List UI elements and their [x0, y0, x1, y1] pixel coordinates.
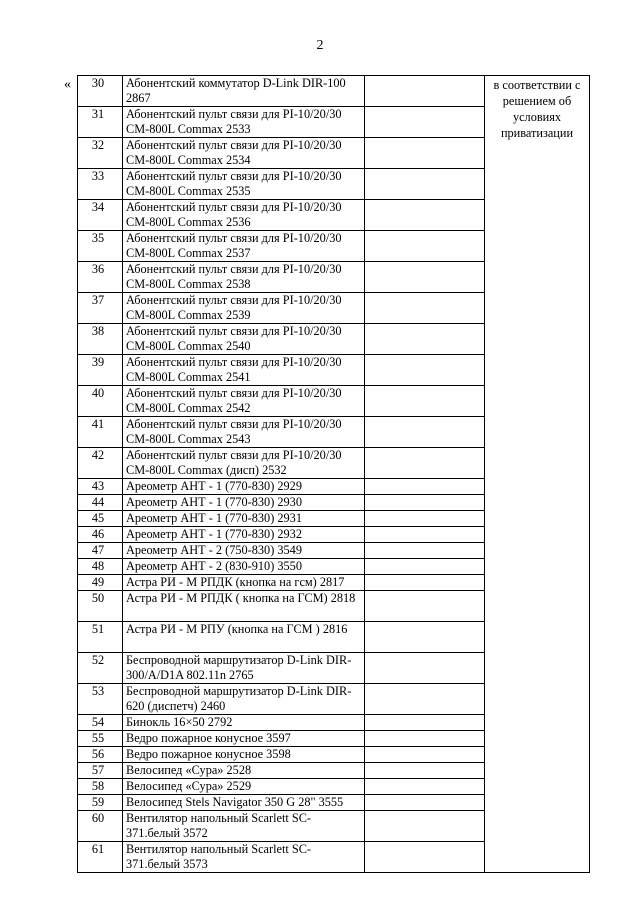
row-number: 40: [78, 386, 123, 417]
item-name: Абонентский пульт связи для PI-10/20/30 CM-800L Commax 2542: [123, 386, 365, 417]
empty-cell: [365, 495, 485, 511]
empty-cell: [365, 527, 485, 543]
empty-cell: [365, 559, 485, 575]
row-number: 48: [78, 559, 123, 575]
empty-cell: [365, 262, 485, 293]
row-number: 58: [78, 779, 123, 795]
row-number: 45: [78, 511, 123, 527]
row-number: 41: [78, 417, 123, 448]
empty-cell: [365, 811, 485, 842]
empty-cell: [365, 200, 485, 231]
item-name: Ареометр АНТ - 1 (770-830) 2930: [123, 495, 365, 511]
row-number: 44: [78, 495, 123, 511]
item-name: Ведро пожарное конусное 3597: [123, 731, 365, 747]
item-name: Велосипед Stels Navigator 350 G 28" 3555: [123, 795, 365, 811]
item-name: Ареометр АНТ - 1 (770-830) 2929: [123, 479, 365, 495]
row-number: 53: [78, 684, 123, 715]
empty-cell: [365, 386, 485, 417]
empty-cell: [365, 417, 485, 448]
item-name: Абонентский пульт связи для PI-10/20/30 CM-800L Commax 2535: [123, 169, 365, 200]
empty-cell: [365, 747, 485, 763]
row-number: 56: [78, 747, 123, 763]
empty-cell: [365, 591, 485, 622]
empty-cell: [365, 231, 485, 262]
row-number: 30: [78, 76, 123, 107]
privatization-note: в соответствии с решением об условиях приватизации: [485, 76, 590, 873]
empty-cell: [365, 763, 485, 779]
item-name: Абонентский пульт связи для PI-10/20/30 CM-800L Commax 2543: [123, 417, 365, 448]
row-number: 36: [78, 262, 123, 293]
row-number: 35: [78, 231, 123, 262]
empty-cell: [365, 448, 485, 479]
row-number: 32: [78, 138, 123, 169]
item-name: Велосипед «Сура» 2528: [123, 763, 365, 779]
empty-cell: [365, 842, 485, 873]
item-name: Абонентский пульт связи для PI-10/20/30 CM-800L Commax 2534: [123, 138, 365, 169]
row-number: 34: [78, 200, 123, 231]
item-name: Ареометр АНТ - 2 (750-830) 3549: [123, 543, 365, 559]
row-number: 37: [78, 293, 123, 324]
item-name: Абонентский коммутатор D-Link DIR-100 2867: [123, 76, 365, 107]
item-name: Абонентский пульт связи для PI-10/20/30 CM-800L Commax 2539: [123, 293, 365, 324]
item-name: Беспроводной маршрутизатор D-Link DIR-300/A/D1A 802.11n 2765: [123, 653, 365, 684]
item-name: Ведро пожарное конусное 3598: [123, 747, 365, 763]
empty-cell: [365, 138, 485, 169]
item-name: Астра РИ - М РПДК ( кнопка на ГСМ) 2818: [123, 591, 365, 622]
item-name: Беспроводной маршрутизатор D-Link DIR-620 (диспетч) 2460: [123, 684, 365, 715]
item-name: Ареометр АНТ - 1 (770-830) 2932: [123, 527, 365, 543]
row-number: 38: [78, 324, 123, 355]
item-name: Абонентский пульт связи для PI-10/20/30 CM-800L Commax 2538: [123, 262, 365, 293]
row-number: 57: [78, 763, 123, 779]
row-number: 51: [78, 622, 123, 653]
empty-cell: [365, 355, 485, 386]
row-number: 47: [78, 543, 123, 559]
page-number: 2: [316, 38, 324, 53]
item-name: Ареометр АНТ - 2 (830-910) 3550: [123, 559, 365, 575]
item-name: Вентилятор напольный Scarlett SC-371.белый 3572: [123, 811, 365, 842]
row-number: 33: [78, 169, 123, 200]
row-number: 39: [78, 355, 123, 386]
empty-cell: [365, 779, 485, 795]
item-name: Астра РИ - М РПУ (кнопка на ГСМ ) 2816: [123, 622, 365, 653]
empty-cell: [365, 511, 485, 527]
empty-cell: [365, 324, 485, 355]
empty-cell: [365, 622, 485, 653]
empty-cell: [365, 479, 485, 495]
empty-cell: [365, 575, 485, 591]
inventory-table-body: [78, 76, 590, 873]
item-name: Абонентский пульт связи для PI-10/20/30 CM-800L Commax (дисп) 2532: [123, 448, 365, 479]
empty-cell: [365, 543, 485, 559]
row-number: 50: [78, 591, 123, 622]
empty-cell: [365, 293, 485, 324]
item-name: Бинокль 16×50 2792: [123, 715, 365, 731]
item-name: Абонентский пульт связи для PI-10/20/30 CM-800L Commax 2541: [123, 355, 365, 386]
opening-quote-mark: «: [64, 77, 71, 92]
row-number: 55: [78, 731, 123, 747]
item-name: Астра РИ - М РПДК (кнопка на гсм) 2817: [123, 575, 365, 591]
row-number: 31: [78, 107, 123, 138]
row-number: 61: [78, 842, 123, 873]
item-name: Абонентский пульт связи для PI-10/20/30 CM-800L Commax 2537: [123, 231, 365, 262]
item-name: Абонентский пульт связи для PI-10/20/30 CM-800L Commax 2540: [123, 324, 365, 355]
item-name: Абонентский пульт связи для PI-10/20/30 CM-800L Commax 2533: [123, 107, 365, 138]
row-number: 49: [78, 575, 123, 591]
inventory-table: [77, 75, 590, 873]
empty-cell: [365, 107, 485, 138]
empty-cell: [365, 715, 485, 731]
row-number: 54: [78, 715, 123, 731]
empty-cell: [365, 795, 485, 811]
row-number: 46: [78, 527, 123, 543]
empty-cell: [365, 169, 485, 200]
empty-cell: [365, 731, 485, 747]
row-number: 42: [78, 448, 123, 479]
item-name: Ареометр АНТ - 1 (770-830) 2931: [123, 511, 365, 527]
empty-cell: [365, 684, 485, 715]
empty-cell: [365, 76, 485, 107]
table-row: [78, 76, 590, 107]
row-number: 52: [78, 653, 123, 684]
row-number: 60: [78, 811, 123, 842]
row-number: 43: [78, 479, 123, 495]
empty-cell: [365, 653, 485, 684]
item-name: Вентилятор напольный Scarlett SC-371.белый 3573: [123, 842, 365, 873]
item-name: Велосипед «Сура» 2529: [123, 779, 365, 795]
item-name: Абонентский пульт связи для PI-10/20/30 CM-800L Commax 2536: [123, 200, 365, 231]
row-number: 59: [78, 795, 123, 811]
